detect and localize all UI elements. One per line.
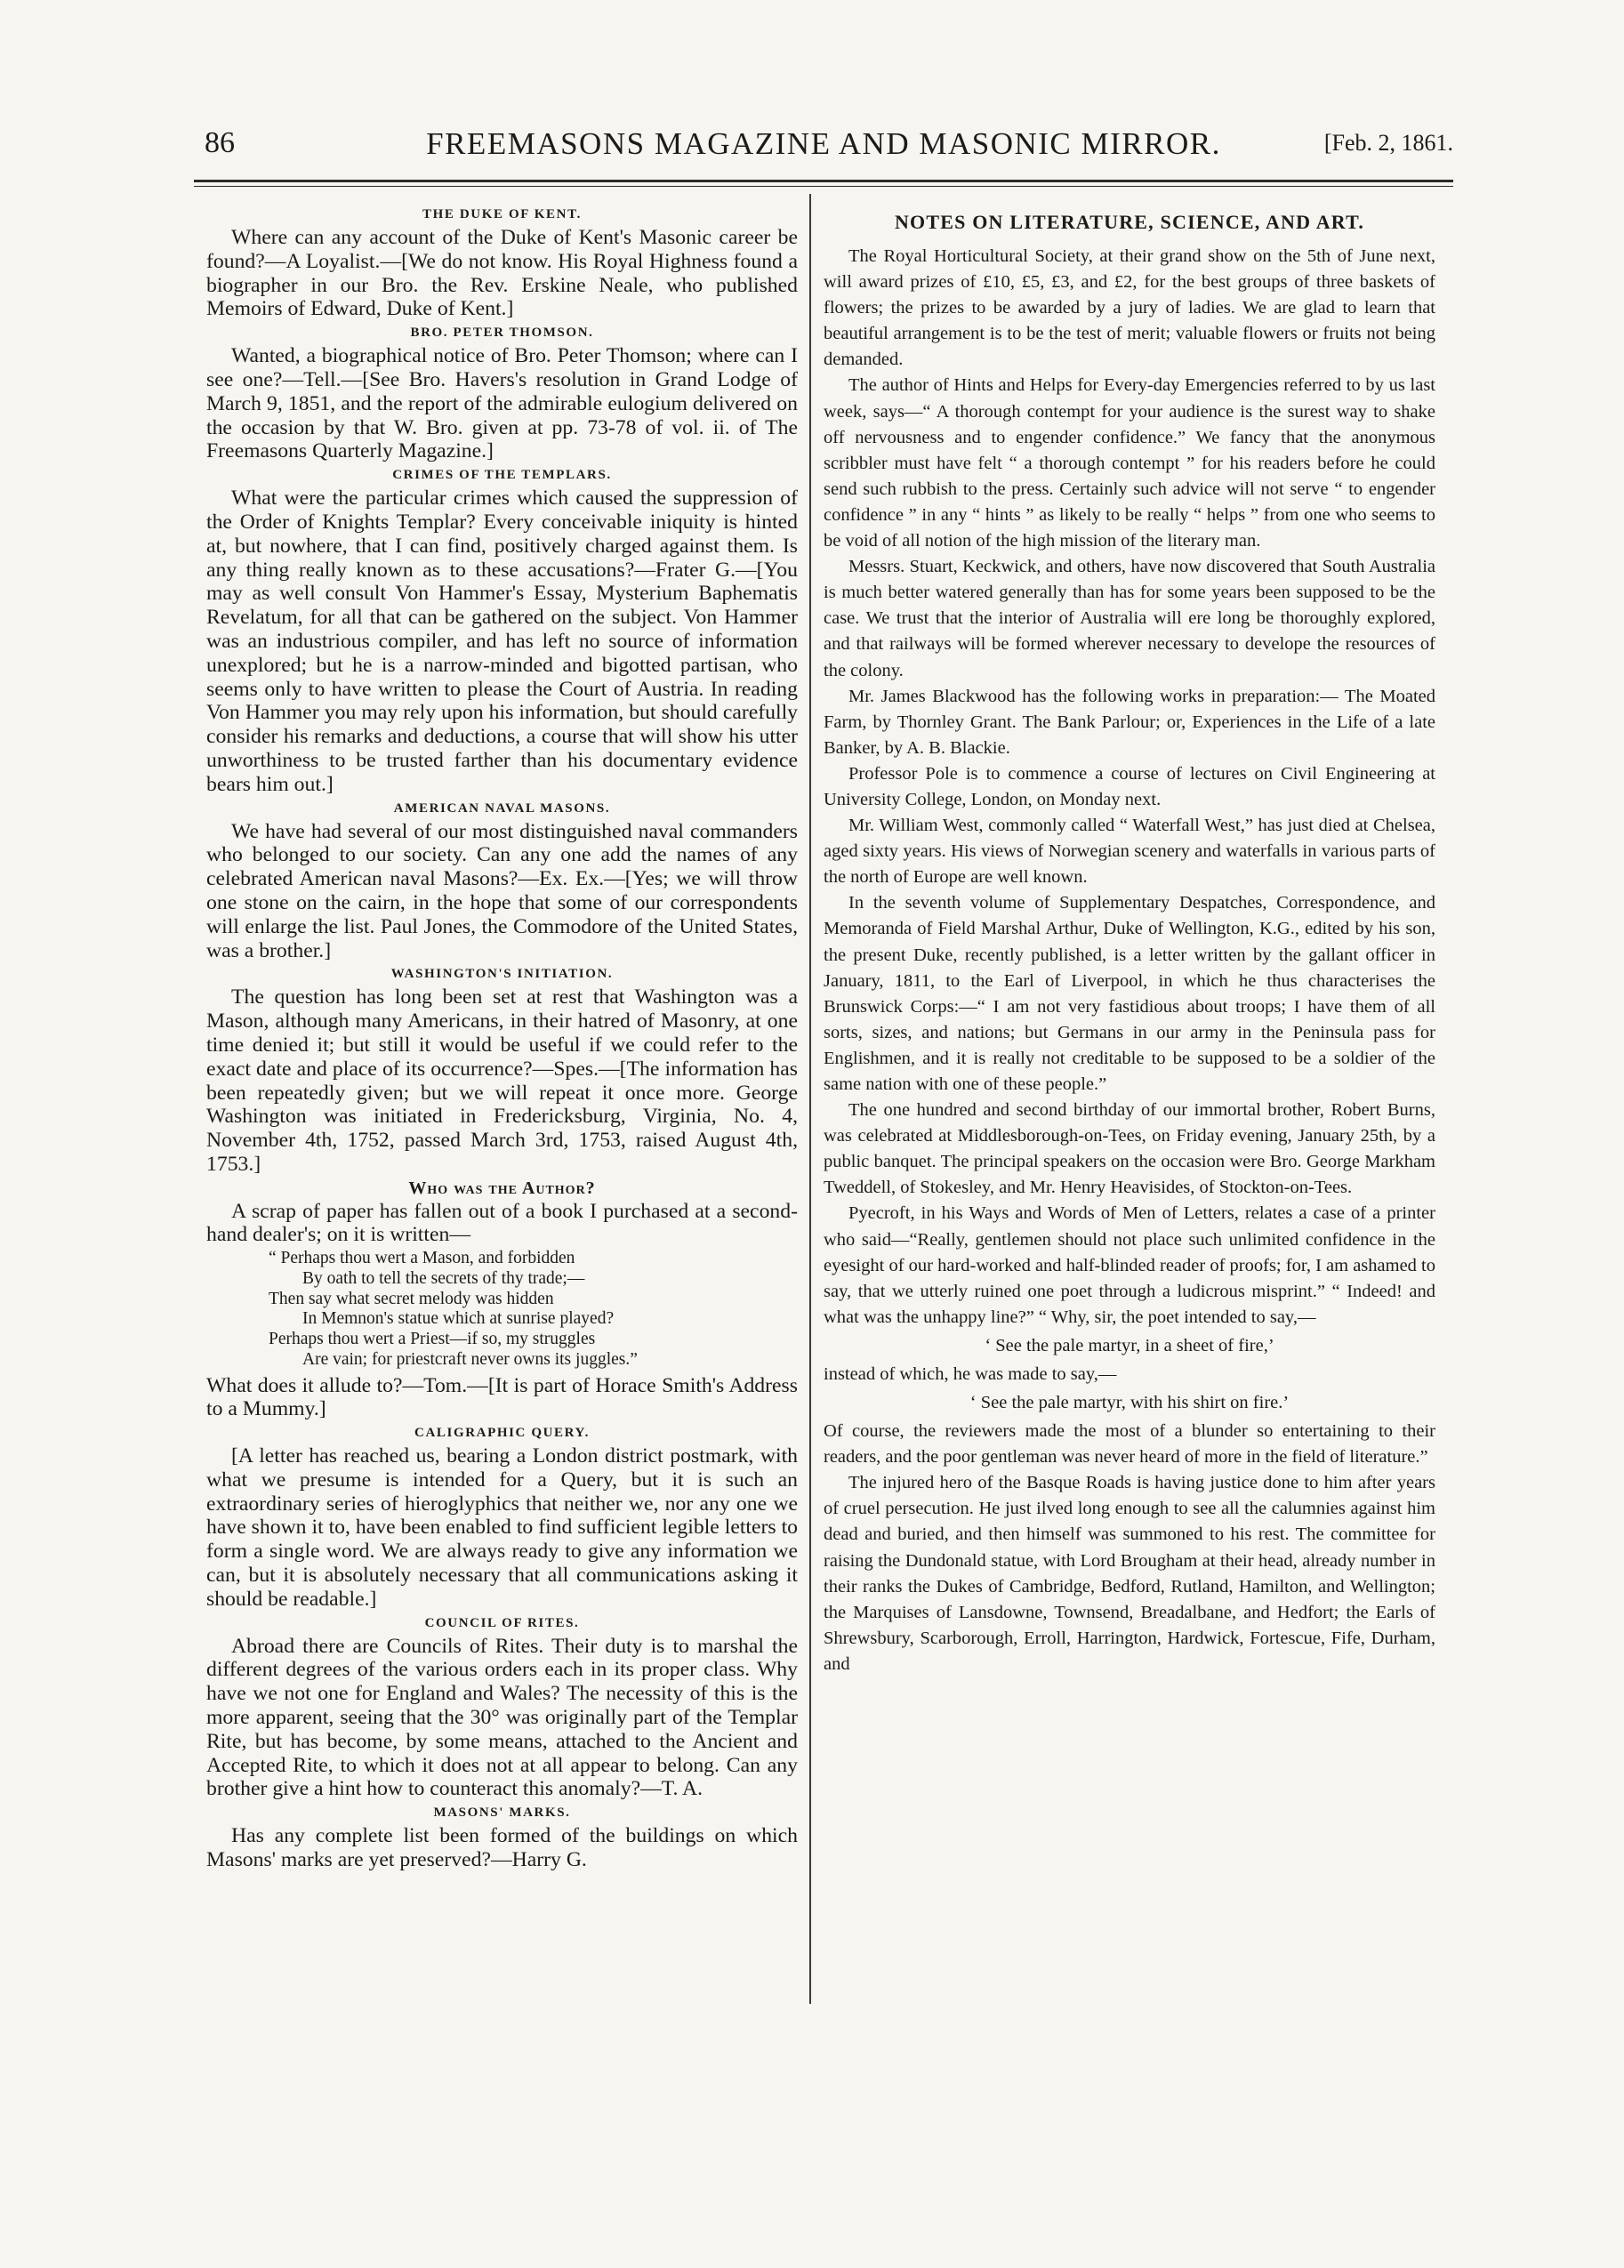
literature-notes-column [824,203,1435,1677]
paragraph-basque-roads: The injured hero of the Basque Roads is having justice done to him after years of cruel persecution. He just ilved long enough to see all the calumnies against him dead and buried, and then himself was summoned to his rest. The committee for raising the Dundonald statue, with Lord Brougham at their head, already number in their ranks the Dukes of Cambridge, Bedford, Rutland, Hamilton, and Wellington; the Marquises of Lansdowne, Townsend, Breadalbane, and Hedfort; the Earls of Shrewsbury, Scarborough, Erroll, Harrington, Hardwick, Fortescue, Fife, Durham, and [824,1473,1435,1674]
page-number: 86 [205,126,235,159]
section-title-caligraphic: CALIGRAPHIC QUERY. [414,1426,590,1441]
poem-line: “ Perhaps thou wert a Mason, and forbidden [269,1249,575,1268]
paragraph-blackwood: Mr. James Blackwood has the following works in preparation:— The Moated Farm, by Thornley Grant. The Bank Parlour; or, Experiences in the Life of a late Banker, by A. B. Blackie. [824,686,1435,758]
poem-line: Perhaps thou wert a Priest—if so, my struggles [269,1330,596,1349]
notes-and-queries-column [206,203,798,1872]
paragraph-professor-pole: Professor Pole is to commence a course of lectures on Civil Engineering at University College, London, on Monday next. [824,763,1435,809]
issue-date: [Feb. 2, 1861. [1323,130,1453,156]
paragraph-wellington: In the seventh volume of Supplementary Despatches, Correspondence, and Memoranda of Field Marshal Arthur, Duke of Wellington, K.G., edited by his son, the present Duke, recently published, is a letter written by the gallant officer in January, 1811, to the Earl of Liverpool, in which he thus characterises the Brunswick Corps:—“ I am not very fastidious about troops; I have them of all sorts, sizes, and nations; but Germans in our army in the Peninsula pass for Englishmen, and it is really not creditable to be supposed to be a soldier of the same nation with one of these people.” [824,893,1435,1094]
section-body-crimes-templars: What were the particular crimes which caused the suppression of the Order of Knights Templar? Every conceivable iniquity is hinted at, but nowhere, that I can find, positively charged against them. Is any thing really known as to these accusations?—Frater G.—[You may as well consult Von Hammer's Essay, Mysterium Baphematis Revelatum, for all that can be gathered on the subject. Von Hammer was an industrious compiler, and has left no source of information unexplored; but he is a narrow-minded and bigotted partisan, who seems only to have written to please the Court of Austria. In reading Von Hammer you may rely upon his information, but should carefully consider his remarks and deductions, a course that will show his utter unworthiness to be trusted farther than his documentary evidence bears him out.] [206,487,798,796]
paragraph-australia: Messrs. Stuart, Keckwick, and others, have now discovered that South Australia is much better watered generally than has for some years been supposed to be the case. We trust that the interior of Australia will ere long be thoroughly explored, and that railways will be formed wherever necessary to develope the resources of the colony. [824,557,1435,680]
poem-line: By oath to tell the secrets of thy trade;— [302,1268,585,1288]
column-divider [809,194,811,2004]
paragraph-pyecroft: Pyecroft, in his Ways and Words of Men of Letters, relates a case of a printer who said—“Really, gentlemen should not place such unlimited confidence in the eyesight of our hard-worked and half-blinded reader of proofs; for, I am ashamed to say, that we utterly ruined one poet through a ludicrous misprint.” “ Indeed! and what was the unhappy line?” “ Why, sir, the poet intended to say,— [824,1203,1435,1327]
magazine-title: FREEMASONS MAGAZINE AND MASONIC MIRROR. [426,126,1221,161]
section-answer-who-author: What does it allude to?—Tom.—[It is part of Horace Smith's Address to a Mummy.] [206,1373,798,1421]
paragraph-william-west: Mr. William West, commonly called “ Waterfall West,” has just died at Chelsea, aged sixty years. His views of Norwegian scenery and waterfalls in various parts of the north of Europe are well known. [824,816,1435,888]
paragraph-hints-helps: The author of Hints and Helps for Every-day Emergencies referred to by us last week, says—“ A thorough contempt for your audience is the surest way to shake off nervousness and to engender confidence.” We fancy that the anonymous scribbler must have felt “ a thorough contempt ” for his readers before he could send such rubbish to the press. Certainly such advice will not serve “ to engender confidence ” in any “ hints ” as likely to be really “ helps ” from one who seems to be void of all notion of the high mission of the literary man. [824,375,1435,551]
section-title-literature: NOTES ON LITERATURE, SCIENCE, AND ART. [894,211,1365,233]
paragraph-horticultural: The Royal Horticultural Society, at their grand show on the 5th of June next, will award prizes of £10, £5, £3, and £2, for the best groups of three baskets of flowers; the prizes to be awarded by a jury of ladies. We are glad to learn that beautiful arrangement is to be the test of merit; valuable flowers or fruits not being demanded. [824,246,1435,370]
header-rule-thick [194,180,1453,182]
section-body-naval-masons: We have had several of our most distinguished naval commanders who belonged to our society. Can any one add the names of any celebrated American naval Masons?—Ex. Ex.—[Yes; we will throw one stone on the cairn, in the hope that some of our correspondents will enlarge the list. Paul Jones, the Commodore of the United States, was a brother.] [206,819,798,962]
poem-line: Then say what secret melody was hidden [269,1289,554,1308]
section-title-peter-thomson: BRO. PETER THOMSON. [410,326,594,341]
page-header [194,126,1453,180]
section-title-masons-marks: MASONS' MARKS. [433,1806,571,1821]
section-title-crimes-templars: CRIMES OF THE TEMPLARS. [392,468,612,483]
section-body-washington: The question has long been set at rest that Washington was a Mason, although many Americans, in their hatred of Masonry, at one time denied it; but still it would be useful if we could refer to the exact date and place of its occurrence?—Spes.—[The information has been repeatedly given; but we will repeat it once more. George Washington was initiated in Fredericksburg, Virginia, No. 4, November 4th, 1752, passed March 3rd, 1753, raised August 4th, 1753.] [206,985,798,1176]
section-title-who-author: Who was the Author? [408,1178,596,1198]
paragraph-instead: instead of which, he was made to say,— [824,1363,1117,1384]
section-body-council-rites: Abroad there are Councils of Rites. Their duty is to marshal the different degrees of the various orders each in its proper class. Why have we not one for England and Wales? The necessity of this is the more apparent, seeing that the 30° was originally part of the Templar Rite, but has become, by some means, attached to the Ancient and Accepted Rite, to which it does not at all appear to belong. Can any brother give a hint how to counteract this anomaly?—T. A. [206,1634,798,1801]
section-body-who-author: A scrap of paper has fallen out of a book I purchased at a second-hand dealer's; on it is written— [206,1199,798,1247]
section-body-duke-of-kent: Where can any account of the Duke of Kent's Masonic career be found?—A Loyalist.—[We do not know. His Royal Highness found a biographer in our Bro. the Rev. Erskine Neale, who published Memoirs of Edward, Duke of Kent.] [206,226,798,321]
paragraph-burns: The one hundred and second birthday of our immortal brother, Robert Burns, was celebrated at Middlesborough-on-Tees, on Friday evening, January 25th, by a public banquet. The principal speakers on the occasion were Bro. George Markham Tweddell, of Stokesley, and Mr. Henry Heavisides, of Stockton-on-Tees. [824,1100,1435,1198]
section-title-washington: WASHINGTON'S INITIATION. [390,967,614,982]
paragraph-reviewers: Of course, the reviewers made the most of a blunder so entertaining to their readers, and the poor gentleman was never heard of more in the field of literature.” [824,1421,1435,1468]
poem-quote [269,1249,798,1370]
section-body-peter-thomson: Wanted, a biographical notice of Bro. Peter Thomson; where can I see one?—Tell.—[See Bro. Havers's resolution in Grand Lodge of March 9, 1851, and the report of the admirable eulogium delivered on the occasion by that W. Bro. given at pp. 73-78 of vol. ii. of The Freemasons Quarterly Magazine.] [206,344,798,463]
section-body-caligraphic: [A letter has reached us, bearing a London district postmark, with what we presume is intended for a Query, but it is such an extraordinary series of hieroglyphics that neither we, nor any one we have shown it to, have been enabled to find sufficient legible letters to form a single word. We are always ready to give any information we can, but it is absolutely necessary that all communications asking it should be readable.] [206,1444,798,1611]
quote-line: ‘ See the pale martyr, with his shirt on fire.’ [969,1393,1290,1413]
section-title-duke-of-kent: THE DUKE OF KENT. [422,207,582,221]
poem-line: In Memnon's statue which at sunrise played? [302,1309,615,1329]
section-body-masons-marks: Has any complete list been formed of the buildings on which Masons' marks are yet preserved?—Harry G. [206,1824,798,1872]
section-title-naval-masons: AMERICAN NAVAL MASONS. [393,800,611,816]
header-rule-thin [194,186,1453,187]
quote-line: ‘ See the pale martyr, in a sheet of fire,’ [985,1335,1274,1355]
poem-line: Are vain; for priestcraft never owns its juggles.” [302,1349,638,1369]
section-title-council-rites: COUNCIL OF RITES. [424,1615,580,1630]
